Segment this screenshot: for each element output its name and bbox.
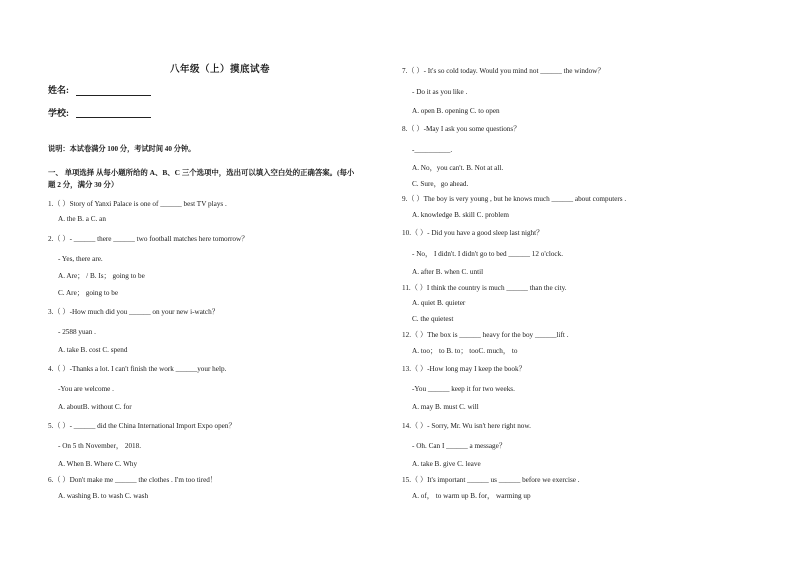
question-answer: -You are welcome . xyxy=(58,385,114,393)
question-options: A. knowledge B. skill C. problem xyxy=(412,211,510,219)
question-options: A. Are； / B. Is； going to be xyxy=(58,272,145,280)
question-stem: 1.（ ）Story of Yanxi Palace is one of ______ best TV plays . xyxy=(48,200,227,208)
question-answer: - On 5 th November， 2018. xyxy=(58,442,142,450)
question-answer: -You ______ keep it for two weeks. xyxy=(412,385,515,393)
question-options: A. No，you can't. B. Not at all. xyxy=(412,164,504,172)
question-answer: - No， I didn't. I didn't go to bed ______ 12 o'clock. xyxy=(412,250,564,258)
question-stem: 13.（ ）-How long may I keep the book？ xyxy=(402,365,526,373)
question-stem: 14.（ ）- Sorry, Mr. Wu isn't here right now. xyxy=(402,422,531,430)
question-answer: - Do it as you like . xyxy=(412,88,468,96)
question-options: C. Sure，go ahead. xyxy=(412,180,469,188)
question-options: A. may B. must C. will xyxy=(412,403,479,411)
question-options: C. Are； going to be xyxy=(58,289,119,297)
question-options: A. washing B. to wash C. wash xyxy=(58,492,149,500)
question-stem: 11.（ ）I think the country is much ______ than the city. xyxy=(402,284,567,292)
question-options: A. When B. Where C. Why xyxy=(58,460,138,468)
question-options: A. too； to B. to； tooC. much， to xyxy=(412,347,518,355)
section-heading: 一、 单项选择 从每小题所给的 A、B、C 三个选项中，选出可以填入空白处的正确答案。(每小 xyxy=(48,168,355,177)
question-options: A. the B. a C. an xyxy=(58,215,106,223)
name-field[interactable] xyxy=(76,95,151,96)
instructions: 说明：本试卷满分 100 分，考试时间 40 分钟。 xyxy=(48,145,196,153)
question-options: A. quiet B. quieter xyxy=(412,299,466,307)
question-stem: 12.（ ）The box is ______ heavy for the boy ______lift . xyxy=(402,331,569,339)
question-options: A. after B. when C. until xyxy=(412,268,484,276)
question-answer: -__________. xyxy=(412,146,453,154)
school-label: 学校: xyxy=(48,108,69,118)
question-answer: - Oh. Can I ______ a message？ xyxy=(412,442,507,450)
question-answer: - Yes, there are. xyxy=(58,255,103,263)
question-options: A. take B. give C. leave xyxy=(412,460,481,468)
question-stem: 9.（ ）The boy is very young , but he knows much ______ about computers . xyxy=(402,195,627,203)
question-stem: 15.（ ）It's important ______ us ______ before we exercise . xyxy=(402,476,580,484)
question-answer: - 2588 yuan . xyxy=(58,328,96,336)
section-heading-cont: 题 2 分，满分 30 分） xyxy=(48,180,119,189)
school-field[interactable] xyxy=(76,117,151,118)
question-options: A. take B. cost C. spend xyxy=(58,346,128,354)
question-stem: 8.（ ）-May I ask you some questions？ xyxy=(402,125,521,133)
question-stem: 10.（ ）- Did you have a good sleep last night？ xyxy=(402,229,544,237)
page-title: 八年级（上）摸底试卷 xyxy=(170,65,271,75)
question-options: A. open B. opening C. to open xyxy=(412,107,500,115)
question-stem: 6.（ ）Don't make me ______ the clothes . I'm too tired！ xyxy=(48,476,218,484)
question-stem: 4.（ ）-Thanks a lot. I can't finish the work ______your help. xyxy=(48,365,227,373)
question-stem: 7.（ ）- It's so cold today. Would you mind not ______ the window？ xyxy=(402,67,605,75)
name-label: 姓名: xyxy=(48,85,69,95)
question-options: A. aboutB. without C. for xyxy=(58,403,132,411)
question-stem: 5.（ ）- ______ did the China International Import Expo open？ xyxy=(48,422,236,430)
question-stem: 3.（ ）-How much did you ______ on your new i-watch？ xyxy=(48,308,219,316)
question-options: C. the quietest xyxy=(412,315,454,323)
question-stem: 2.（ ）- ______ there ______ two football matches here tomorrow？ xyxy=(48,235,249,243)
question-options: A. of， to warm up B. for， warming up xyxy=(412,492,531,500)
